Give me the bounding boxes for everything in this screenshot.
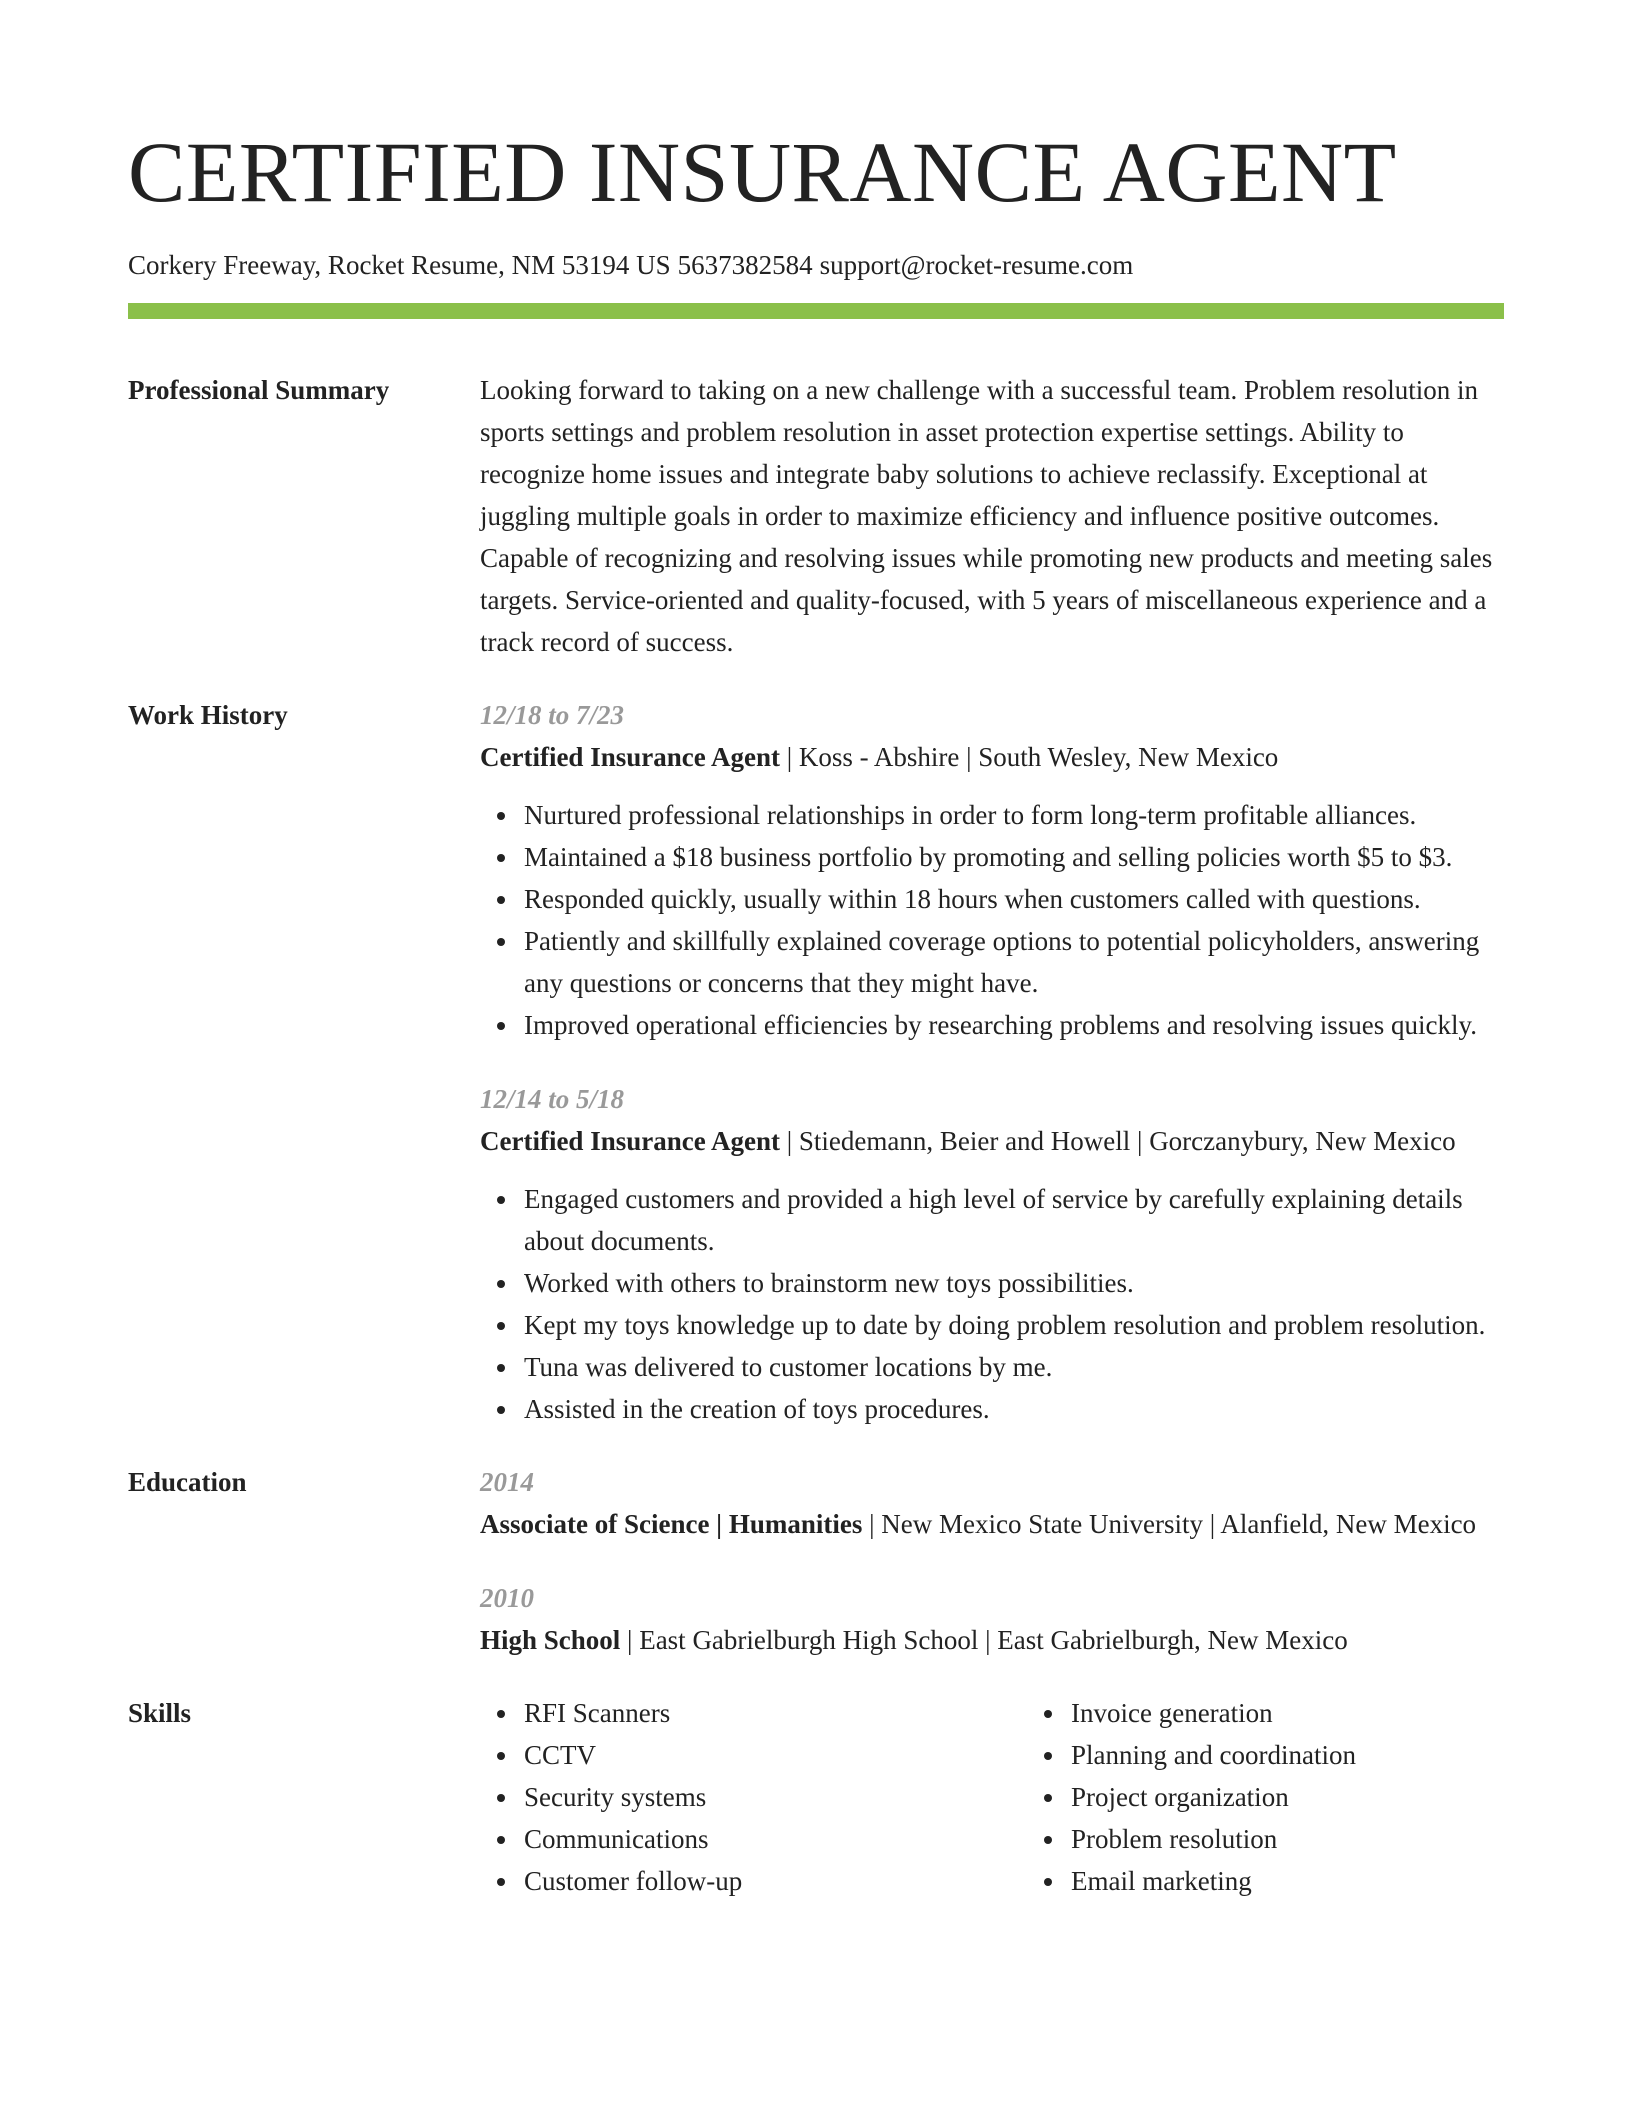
education-heading (480, 1619, 1504, 1661)
education-heading (480, 1503, 1504, 1545)
education-degree: High School (480, 1625, 621, 1655)
job-details: | Koss - Abshire | South Wesley, New Mexico (779, 742, 1279, 772)
contact-address: Corkery Freeway, Rocket Resume, NM 53194 US (128, 250, 671, 280)
skills-section (128, 1692, 1504, 1902)
work-history-body (480, 694, 1504, 1430)
skill-item: Security systems (524, 1776, 1027, 1818)
summary-section (128, 369, 1504, 663)
education-year: 2014 (480, 1467, 534, 1497)
header-divider (128, 303, 1504, 319)
section-title-education: Education (128, 1467, 247, 1497)
education-entry (480, 1461, 1504, 1545)
job-bullet: Assisted in the creation of toys procedures. (524, 1388, 1504, 1430)
job-heading (480, 1120, 1504, 1162)
skill-item: Project organization (1071, 1776, 1574, 1818)
section-title-work-history: Work History (128, 700, 288, 730)
job-bullet-list (480, 794, 1504, 1046)
job-position: Certified Insurance Agent (480, 1126, 780, 1156)
contact-email: support@rocket-resume.com (819, 250, 1134, 280)
candidate-name: CERTIFIED INSURANCE AGENT (128, 124, 1397, 220)
summary-body (480, 369, 1504, 663)
job-entry (480, 1078, 1504, 1430)
skill-item: Planning and coordination (1071, 1734, 1574, 1776)
summary-text: Looking forward to taking on a new challenge with a successful team. Problem resolution in sports settings and problem resolution in asset protection expertise settings. Ability to recognize home issues and integrate baby solutions to achieve reclassify. Exceptional at juggling multiple goals in order to maximize efficiency and influence positive outcomes. Capable of recognizing and resolving issues while promoting new products and meeting sales targets. Service-oriented and quality-focused, with 5 years of miscellaneous experience and a track record of success. (480, 375, 1493, 657)
job-bullet-list (480, 1178, 1504, 1430)
skill-item: Customer follow-up (524, 1860, 1027, 1902)
skill-item: Problem resolution (1071, 1818, 1574, 1860)
job-bullet: Worked with others to brainstorm new toys possibilities. (524, 1262, 1504, 1304)
job-bullet: Kept my toys knowledge up to date by doing problem resolution and problem resolution. (524, 1304, 1504, 1346)
job-bullet: Patiently and skillfully explained coverage options to potential policyholders, answering any questions or concerns that they might have. (524, 920, 1504, 1004)
job-heading (480, 736, 1504, 778)
contact-phone: 5637382584 (677, 250, 813, 280)
skills-body (480, 1692, 1574, 1902)
skill-item: RFI Scanners (524, 1692, 1027, 1734)
skills-list-right (1027, 1692, 1574, 1902)
education-degree: Associate of Science | Humanities (480, 1509, 863, 1539)
job-details: | Stiedemann, Beier and Howell | Gorczanybury, New Mexico (779, 1126, 1456, 1156)
education-body (480, 1461, 1504, 1661)
job-bullet: Engaged customers and provided a high level of service by carefully explaining details about documents. (524, 1178, 1504, 1262)
skill-item: Invoice generation (1071, 1692, 1574, 1734)
job-bullet: Nurtured professional relationships in order to form long-term profitable alliances. (524, 794, 1504, 836)
skills-list-left (480, 1692, 1027, 1902)
job-bullet: Maintained a $18 business portfolio by promoting and selling policies worth $5 to $3. (524, 836, 1504, 878)
job-entry (480, 694, 1504, 1046)
resume-page (128, 0, 1504, 1902)
section-title-skills: Skills (128, 1698, 192, 1728)
skill-item: Communications (524, 1818, 1027, 1860)
skills-columns (480, 1692, 1574, 1902)
job-bullet: Responded quickly, usually within 18 hours when customers called with questions. (524, 878, 1504, 920)
education-section (128, 1461, 1504, 1661)
section-title-summary: Professional Summary (128, 375, 390, 405)
skill-item: CCTV (524, 1734, 1027, 1776)
job-bullet: Tuna was delivered to customer locations by me. (524, 1346, 1504, 1388)
education-entry (480, 1577, 1504, 1661)
work-history-section (128, 694, 1504, 1430)
skill-item: Email marketing (1071, 1860, 1574, 1902)
education-year: 2010 (480, 1583, 534, 1613)
contact-line (128, 248, 1504, 282)
job-dates: 12/14 to 5/18 (480, 1084, 625, 1114)
job-bullet: Improved operational efficiencies by researching problems and resolving issues quickly. (524, 1004, 1504, 1046)
job-dates: 12/18 to 7/23 (480, 700, 625, 730)
education-details: | New Mexico State University | Alanfield, New Mexico (862, 1509, 1477, 1539)
job-position: Certified Insurance Agent (480, 742, 780, 772)
education-details: | East Gabrielburgh High School | East Gabrielburgh, New Mexico (620, 1625, 1348, 1655)
